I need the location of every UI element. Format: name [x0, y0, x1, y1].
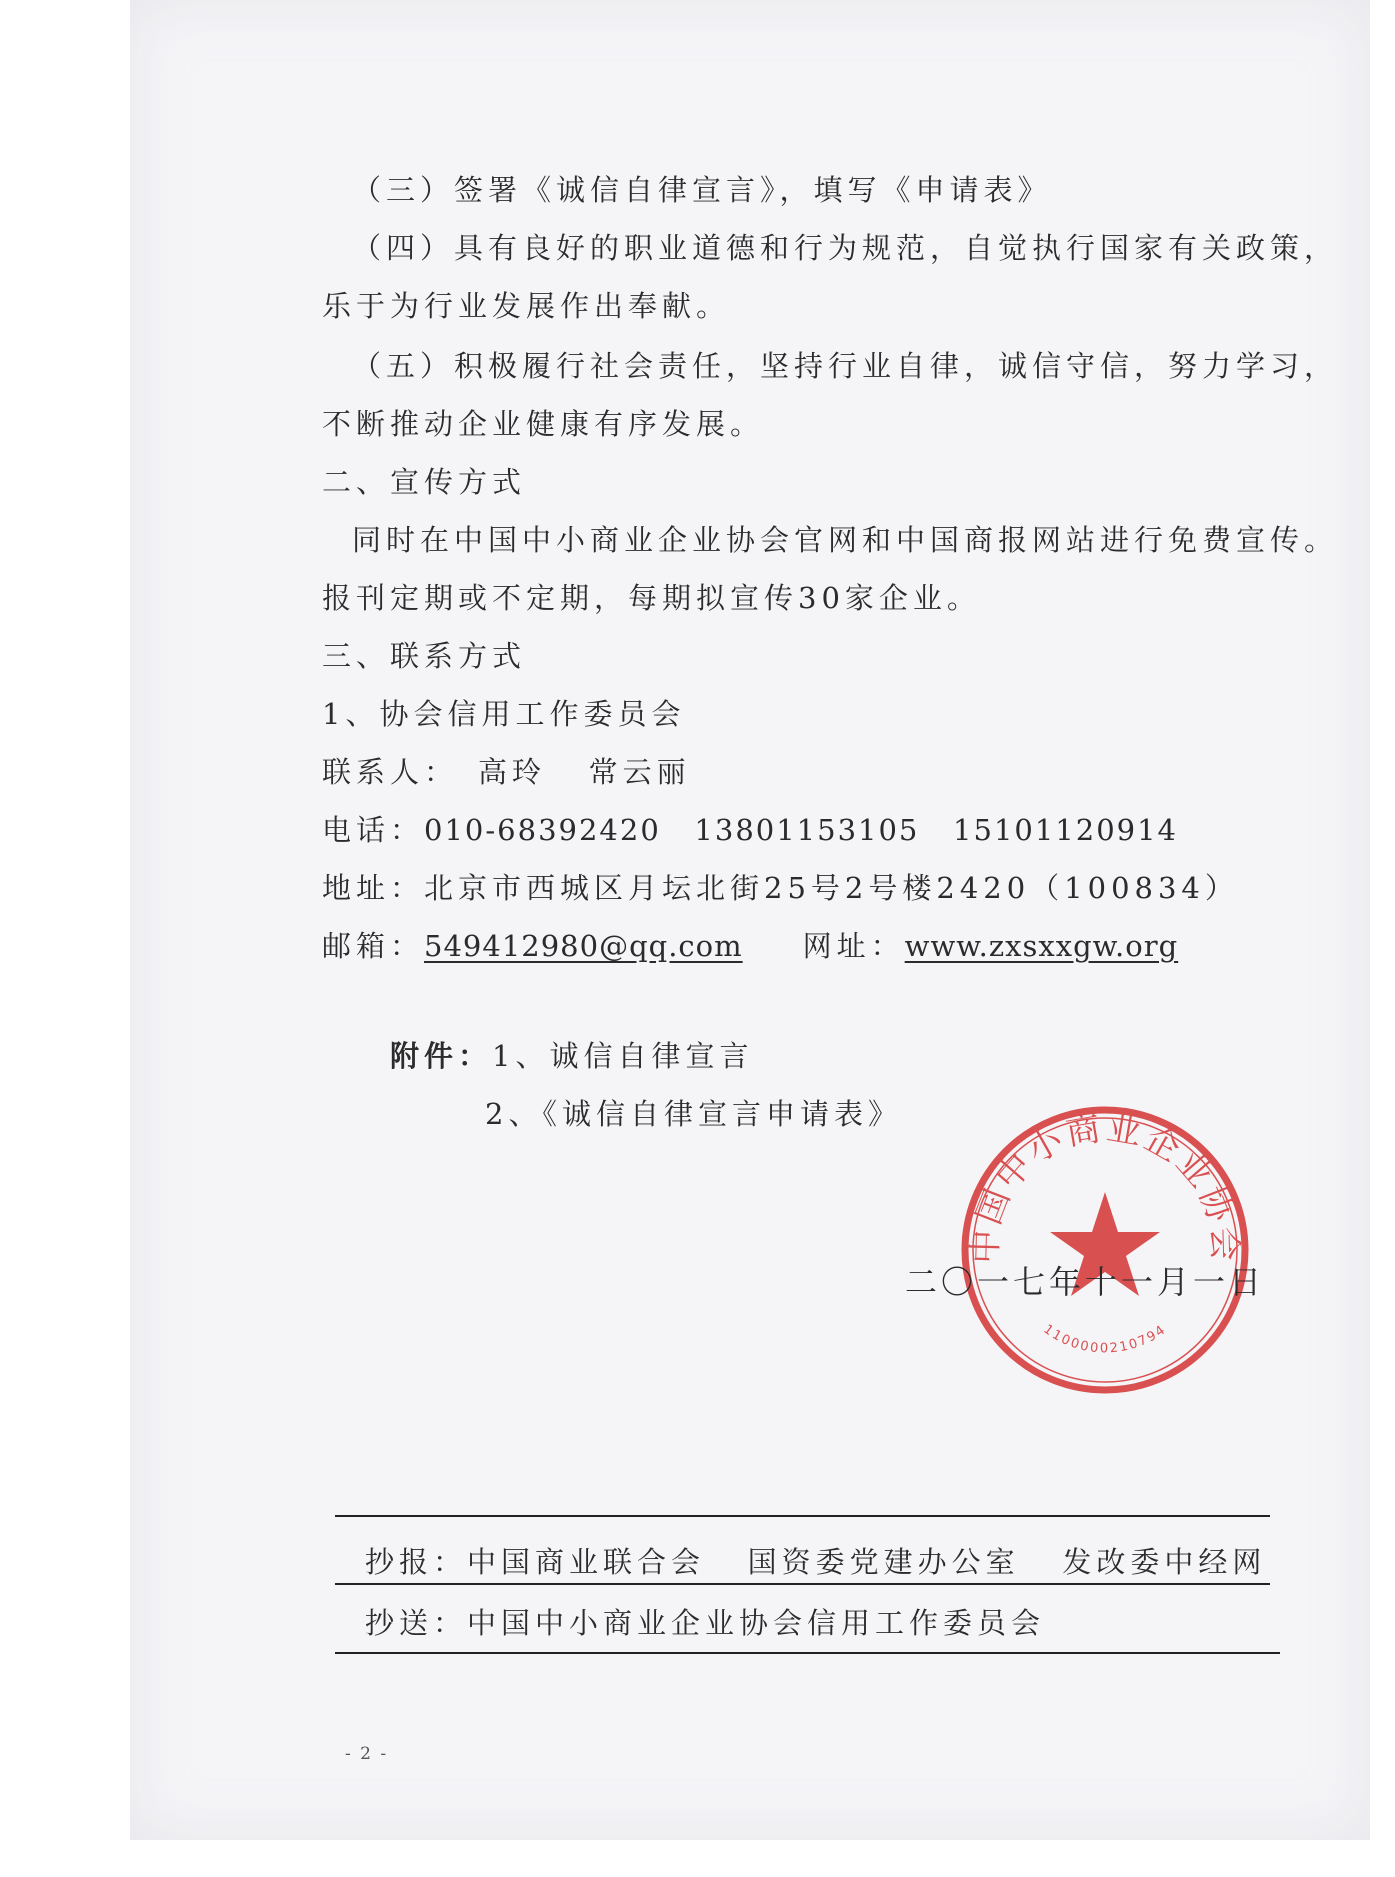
attachment-item-2: 2、《诚信自律宣言申请表》	[485, 1097, 902, 1131]
contact-person	[322, 752, 691, 792]
report-label: 抄报：	[365, 1545, 468, 1579]
official-seal	[955, 1100, 1255, 1400]
section-2-line-2: 报刊定期或不定期，每期拟宣传30家企业。	[322, 581, 981, 615]
issue-date: 二〇一七年十一月一日	[905, 1263, 1266, 1301]
contact-person-label: 联系人：	[322, 755, 459, 789]
website-link[interactable]: www.zxsxxgw.org	[904, 929, 1179, 963]
footer-rule-bottom	[335, 1652, 1280, 1654]
phone-label: 电话：	[322, 813, 425, 847]
item-4-line-1: （四）具有良好的职业道德和行为规范，自觉执行国家有关政策，	[352, 231, 1339, 265]
footer-report	[365, 1542, 1266, 1582]
item-3: （三）签署《诚信自律宣言》，填写《申请表》	[352, 173, 1052, 207]
send-recipients: 中国中小商业企业协会信用工作委员会	[467, 1606, 1046, 1640]
contact-org: 1、协会信用工作委员会	[322, 697, 686, 731]
email-link[interactable]: 549412980@qq.com	[424, 929, 743, 963]
section-2-heading: 二、宣传方式	[322, 465, 527, 499]
website-label: 网址：	[802, 929, 905, 963]
item-5-line-2: 不断推动企业健康有序发展。	[322, 407, 765, 441]
page-number: - 2 -	[345, 1744, 389, 1764]
email-label: 邮箱：	[322, 929, 425, 963]
footer-send	[365, 1603, 1045, 1643]
attachments-label: 附件：	[390, 1039, 493, 1073]
contact-address	[322, 868, 1239, 908]
footer-rule-top	[335, 1515, 1270, 1517]
address-label: 地址：	[322, 871, 425, 905]
seal-number: 1100000210794	[1040, 1321, 1170, 1357]
item-5-line-1: （五）积极履行社会责任，坚持行业自律，诚信守信，努力学习，	[352, 349, 1339, 383]
send-label: 抄送：	[365, 1606, 468, 1640]
section-3-heading: 三、联系方式	[322, 639, 527, 673]
footer-rule-middle	[335, 1583, 1270, 1585]
phone-numbers: 010-68392420 13801153105 15101120914	[424, 813, 1178, 847]
contact-phone	[322, 810, 1178, 850]
attachment-item-1: 1、诚信自律宣言	[492, 1039, 754, 1073]
address-value: 北京市西城区月坛北街25号2号楼2420（100834）	[424, 871, 1239, 905]
contact-email-web	[322, 926, 1178, 966]
report-recipients: 中国商业联合会 国资委党建办公室 发改委中经网	[467, 1545, 1267, 1579]
item-4-line-2: 乐于为行业发展作出奉献。	[322, 289, 731, 323]
section-2-line-1: 同时在中国中小商业企业协会官网和中国商报网站进行免费宣传。	[352, 523, 1339, 557]
contact-person-names: 高玲 常云丽	[478, 755, 691, 789]
attachments-line-1	[390, 1036, 753, 1076]
seal-text: 中国中小商业企业协会	[965, 1108, 1245, 1265]
